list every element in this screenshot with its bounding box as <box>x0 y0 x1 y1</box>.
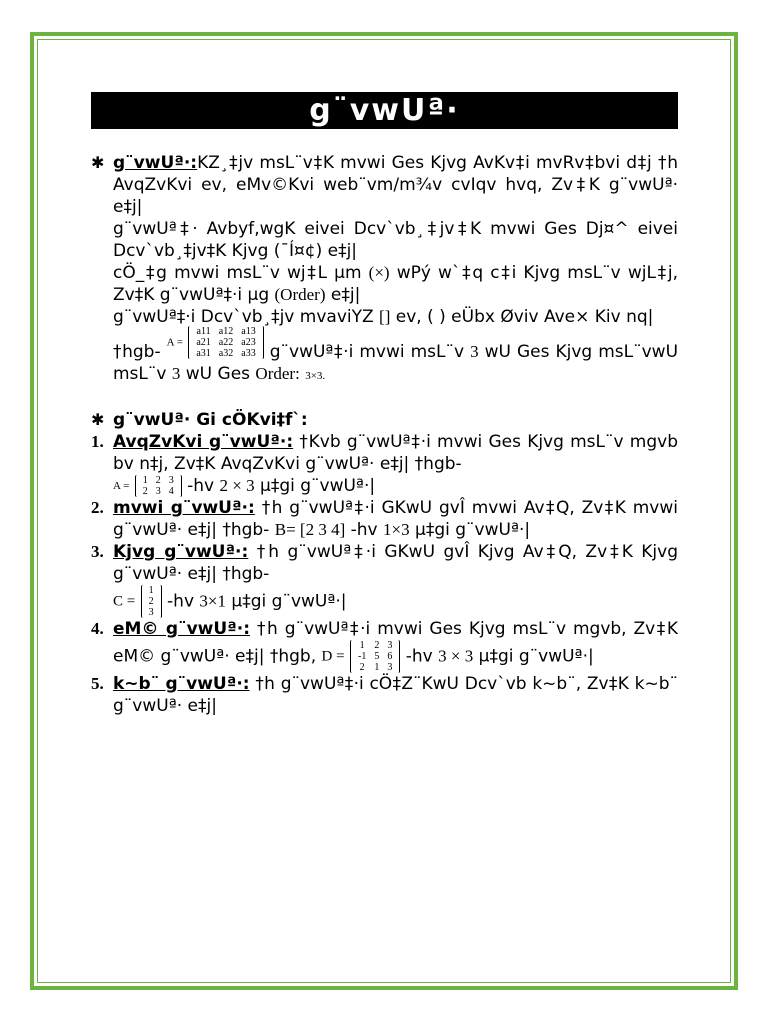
matrix-cell: a31 <box>196 348 211 359</box>
list-item: 3. Kjvg g¨vwUª·: †h g¨vwUª‡·i GKwU gvÎ Kjvg Av‡Q, Zv‡K Kjvg g¨vwUª· e‡j| †hgb- C = 1 2 3 -hv 3×1 µ‡gi g¨vwUª·| <box>91 542 679 618</box>
matrix-cell: a32 <box>218 348 234 359</box>
matrix-a <box>188 326 263 359</box>
matrix-cell: 1 <box>359 640 365 651</box>
matrix-cell: 2 <box>155 475 161 486</box>
asterisk-bullet-icon: ✱ <box>91 410 105 429</box>
brackets-paragraph: g¨vwUª‡·i Dcv`vb¸‡jv mvaviYZ [] ev, ( ) eÜbx Øviv Ave× Kiv nq| <box>113 307 654 327</box>
matrix-cell: -1 <box>357 651 367 662</box>
types-heading-row <box>91 409 678 431</box>
asterisk-bullet-icon: ✱ <box>91 153 105 172</box>
matrix-cell: 2 <box>359 662 365 673</box>
definition-heading: g¨vwUª·: <box>113 153 198 173</box>
matrix-cell: a33 <box>241 348 256 359</box>
matrix-cell: 1 <box>142 475 148 486</box>
matrix-cell: 3 <box>168 475 174 486</box>
matrix-cell: a12 <box>218 326 234 337</box>
list-item: 2. mvwi g¨vwUª·: †h g¨vwUª‡·i GKwU gvÎ mvwi Av‡Q, Zv‡K mvwi g¨vwUª· e‡j| †hgb- B= [2 3 4] -hv 1×3 µ‡gi g¨vwUª·| <box>91 498 678 540</box>
matrix-cell: a13 <box>241 326 256 337</box>
matrix-a-rect <box>135 475 182 497</box>
list-item: 4. eM© g¨vwUª·: †h g¨vwUª‡·i mvwi Ges Kjvg msL¨v mgvb, Zv‡K eM© g¨vwUª· e‡j| †hgb, D = 1 2 3 -1 5 6 2 1 3 -hv 3 × 3 µ‡gi g¨vwUª·| <box>91 619 679 673</box>
matrix-cell: 2 <box>374 640 380 651</box>
matrix-cell: 2 <box>148 596 154 607</box>
types-heading: g¨vwUª· Gi cÖKvi‡f`: <box>113 410 308 430</box>
matrix-cell: 3 <box>155 486 161 497</box>
matrix-cell: 1 <box>374 662 380 673</box>
matrix-cell: a11 <box>196 326 211 337</box>
elements-paragraph: g¨vwUª‡· Avbyf‚wgK eivei Dcv`vb¸‡jv‡K mvwi Ges Dj¤^ eivei Dcv`vb¸‡jv‡K Kjvg (¯Í¤¢) e‡j| <box>113 219 678 261</box>
matrix-d <box>350 640 400 673</box>
definition-paragraph: g¨vwUª·:KZ¸‡jv msL¨v‡K mvwi Ges Kjvg AvKv‡i mvRv‡bvi d‡j †h AvqZvKvi ev, eMv©Kvi web¨vm/m¾v cvIqv hvq, Zv‡K g¨vwUª· e‡j| <box>113 153 678 217</box>
matrix-cell: 2 <box>142 486 148 497</box>
matrix-cell: a23 <box>241 337 256 348</box>
matrix-cell: 4 <box>168 486 174 497</box>
list-item: 5. k~b¨ g¨vwUª·: †h g¨vwUª‡·i cÖ‡Z¨KwU Dcv`vb k~b¨, Zv‡K k~b¨ g¨vwUª· e‡j| <box>91 674 678 716</box>
matrix-cell: a21 <box>196 337 211 348</box>
example-paragraph: †hgb- A = a11 a12 a13 a21 a22 a23 a31 a32 a33 g¨vwUª‡·i mvwi msL¨v 3 wU Ges Kjvg msL¨vwU msL¨v 3 wU Ges Order: 3×3. <box>113 326 679 384</box>
page-title: g¨vwUª· <box>91 92 678 129</box>
definition-block <box>91 152 678 387</box>
matrix-cell: 3 <box>148 607 154 618</box>
document-body <box>91 152 678 717</box>
matrix-c <box>141 585 162 618</box>
matrix-cell: 1 <box>148 585 154 596</box>
matrix-cell: 6 <box>387 651 393 662</box>
matrix-cell: 5 <box>374 651 380 662</box>
list-item: 1. AvqZvKvi g¨vwUª·: †Kvb g¨vwUª‡·i mvwi Ges Kjvg msL¨v mgvb bv n‡j, Zv‡K AvqZvKvi g¨vwUª· e‡j| †hgb- A = 1 2 3 2 3 4 -hv 2 × 3 µ‡gi g¨vwUª·| <box>91 432 678 497</box>
matrix-cell: 3 <box>387 662 393 673</box>
order-paragraph: cÖ_‡g mvwi msL¨v wj‡L µm (×) wPý w`‡q c‡i Kjvg msL¨v wjL‡j, Zv‡K g¨vwUª‡·i µg (Order) e‡j| <box>113 263 678 305</box>
matrix-cell: 3 <box>387 640 393 651</box>
matrix-cell: a22 <box>218 337 234 348</box>
